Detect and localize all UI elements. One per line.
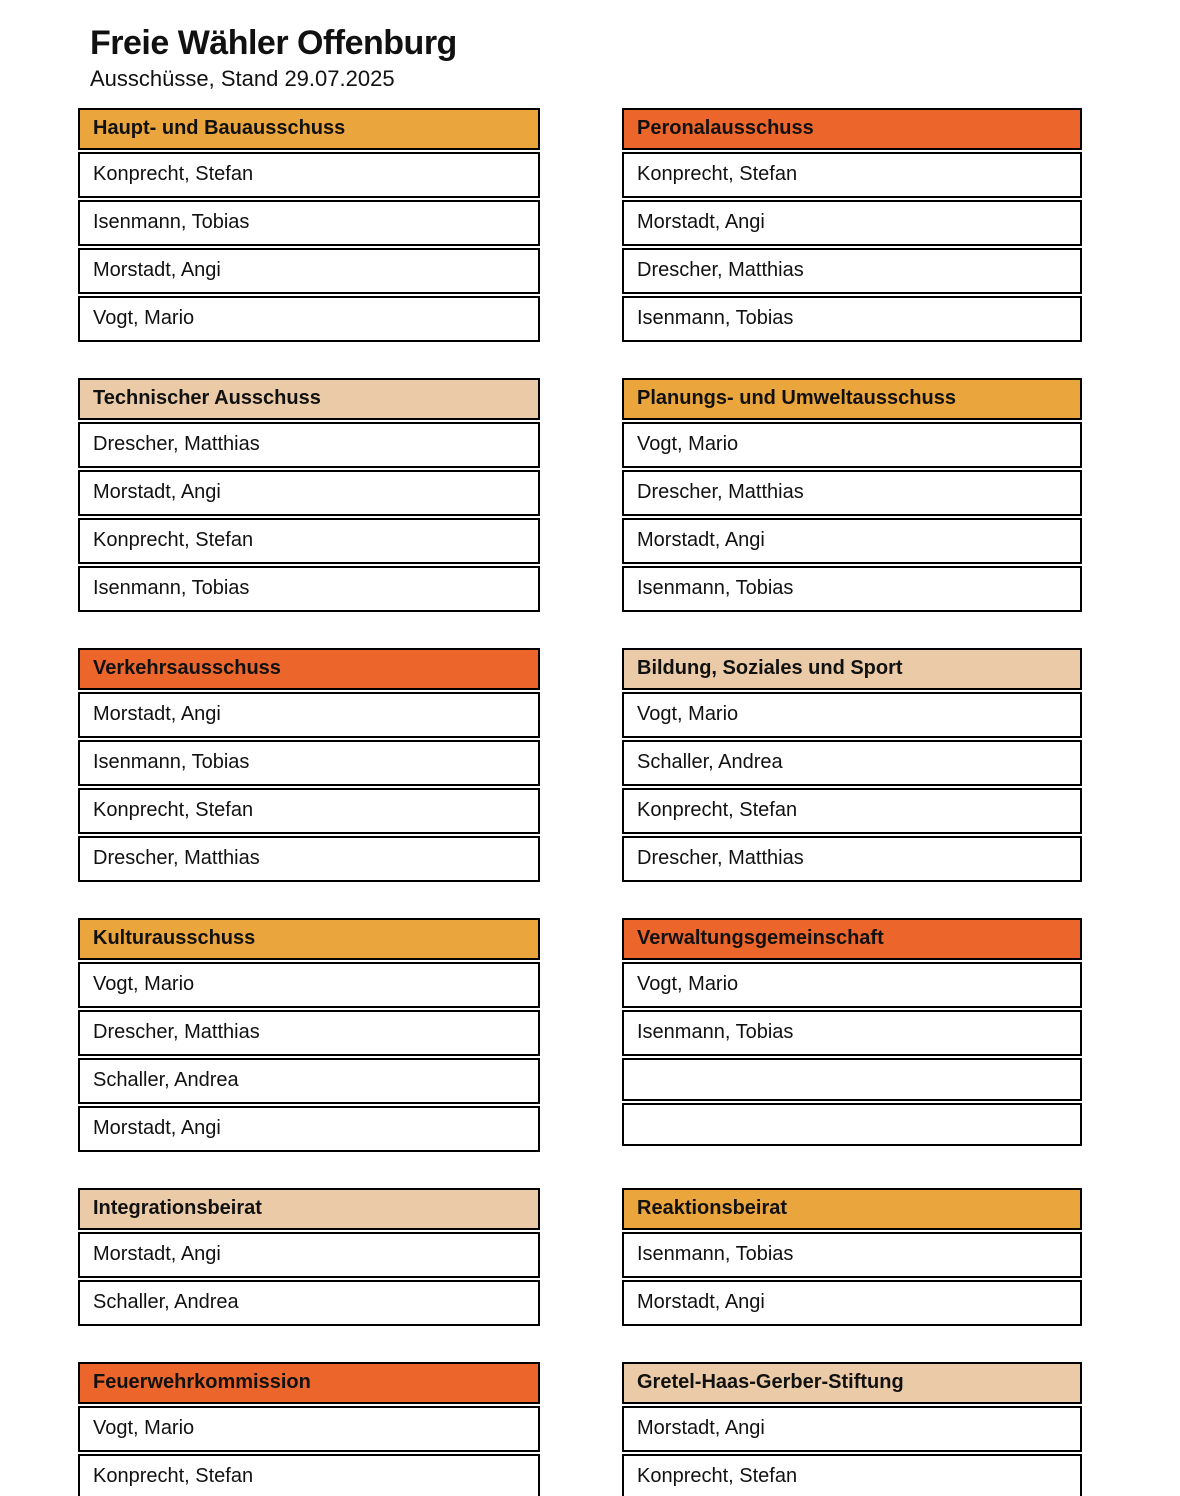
- member-row: Vogt, Mario: [78, 962, 540, 1008]
- page-title: Freie Wähler Offenburg: [90, 24, 457, 62]
- committee-header: Verkehrsausschuss: [78, 648, 540, 690]
- committee-header: Planungs- und Umweltausschuss: [622, 378, 1082, 420]
- committee-header: Kulturausschuss: [78, 918, 540, 960]
- member-row: Isenmann, Tobias: [622, 566, 1082, 612]
- member-row: Morstadt, Angi: [622, 1280, 1082, 1326]
- member-row: Morstadt, Angi: [622, 518, 1082, 564]
- committee-table: [622, 108, 1082, 342]
- member-row: Schaller, Andrea: [78, 1058, 540, 1104]
- committee-table: [78, 108, 540, 342]
- member-row: Konprecht, Stefan: [622, 152, 1082, 198]
- member-row-empty: [622, 1058, 1082, 1101]
- member-row: Vogt, Mario: [622, 962, 1082, 1008]
- member-row: Drescher, Matthias: [622, 248, 1082, 294]
- member-row: Konprecht, Stefan: [78, 518, 540, 564]
- committee-header: Technischer Ausschuss: [78, 378, 540, 420]
- member-row: Isenmann, Tobias: [78, 566, 540, 612]
- committee-header: Verwaltungsgemeinschaft: [622, 918, 1082, 960]
- member-row: Konprecht, Stefan: [622, 1454, 1082, 1496]
- committee-table: [78, 1362, 540, 1496]
- member-row: Morstadt, Angi: [622, 200, 1082, 246]
- member-row: Morstadt, Angi: [78, 1106, 540, 1152]
- member-row: Vogt, Mario: [78, 1406, 540, 1452]
- page-subtitle: Ausschüsse, Stand 29.07.2025: [90, 66, 395, 92]
- member-row: Konprecht, Stefan: [622, 788, 1082, 834]
- member-row: Vogt, Mario: [78, 296, 540, 342]
- member-row: Morstadt, Angi: [78, 692, 540, 738]
- member-row-empty: [622, 1103, 1082, 1146]
- member-row: Drescher, Matthias: [78, 1010, 540, 1056]
- member-row: Morstadt, Angi: [78, 1232, 540, 1278]
- member-row: Konprecht, Stefan: [78, 152, 540, 198]
- member-row: Schaller, Andrea: [78, 1280, 540, 1326]
- member-row: Konprecht, Stefan: [78, 788, 540, 834]
- committee-header: Bildung, Soziales und Sport: [622, 648, 1082, 690]
- committee-tables-grid: [78, 108, 1082, 1496]
- committee-table: [78, 648, 540, 882]
- committee-table: [78, 918, 540, 1152]
- member-row: Drescher, Matthias: [78, 836, 540, 882]
- member-row: Isenmann, Tobias: [622, 1010, 1082, 1056]
- member-row: Isenmann, Tobias: [78, 740, 540, 786]
- member-row: Konprecht, Stefan: [78, 1454, 540, 1496]
- member-row: Vogt, Mario: [622, 422, 1082, 468]
- member-row: Morstadt, Angi: [78, 470, 540, 516]
- committee-header: Haupt- und Bauausschuss: [78, 108, 540, 150]
- member-row: Drescher, Matthias: [622, 836, 1082, 882]
- committee-header: Integrationsbeirat: [78, 1188, 540, 1230]
- member-row: Drescher, Matthias: [622, 470, 1082, 516]
- member-row: Drescher, Matthias: [78, 422, 540, 468]
- committee-table: [622, 648, 1082, 882]
- member-row: Vogt, Mario: [622, 692, 1082, 738]
- committee-table: [622, 378, 1082, 612]
- committee-header: Gretel-Haas-Gerber-Stiftung: [622, 1362, 1082, 1404]
- member-row: Isenmann, Tobias: [78, 200, 540, 246]
- member-row: Morstadt, Angi: [78, 248, 540, 294]
- committee-table: [78, 378, 540, 612]
- committee-table: [622, 918, 1082, 1146]
- committee-header: Reaktionsbeirat: [622, 1188, 1082, 1230]
- committee-table: [622, 1188, 1082, 1326]
- member-row: Isenmann, Tobias: [622, 296, 1082, 342]
- document-header: [90, 24, 457, 92]
- committee-header: Feuerwehrkommission: [78, 1362, 540, 1404]
- committee-header: Peronalausschuss: [622, 108, 1082, 150]
- committee-table: [78, 1188, 540, 1326]
- member-row: Isenmann, Tobias: [622, 1232, 1082, 1278]
- committee-table: [622, 1362, 1082, 1496]
- member-row: Schaller, Andrea: [622, 740, 1082, 786]
- member-row: Morstadt, Angi: [622, 1406, 1082, 1452]
